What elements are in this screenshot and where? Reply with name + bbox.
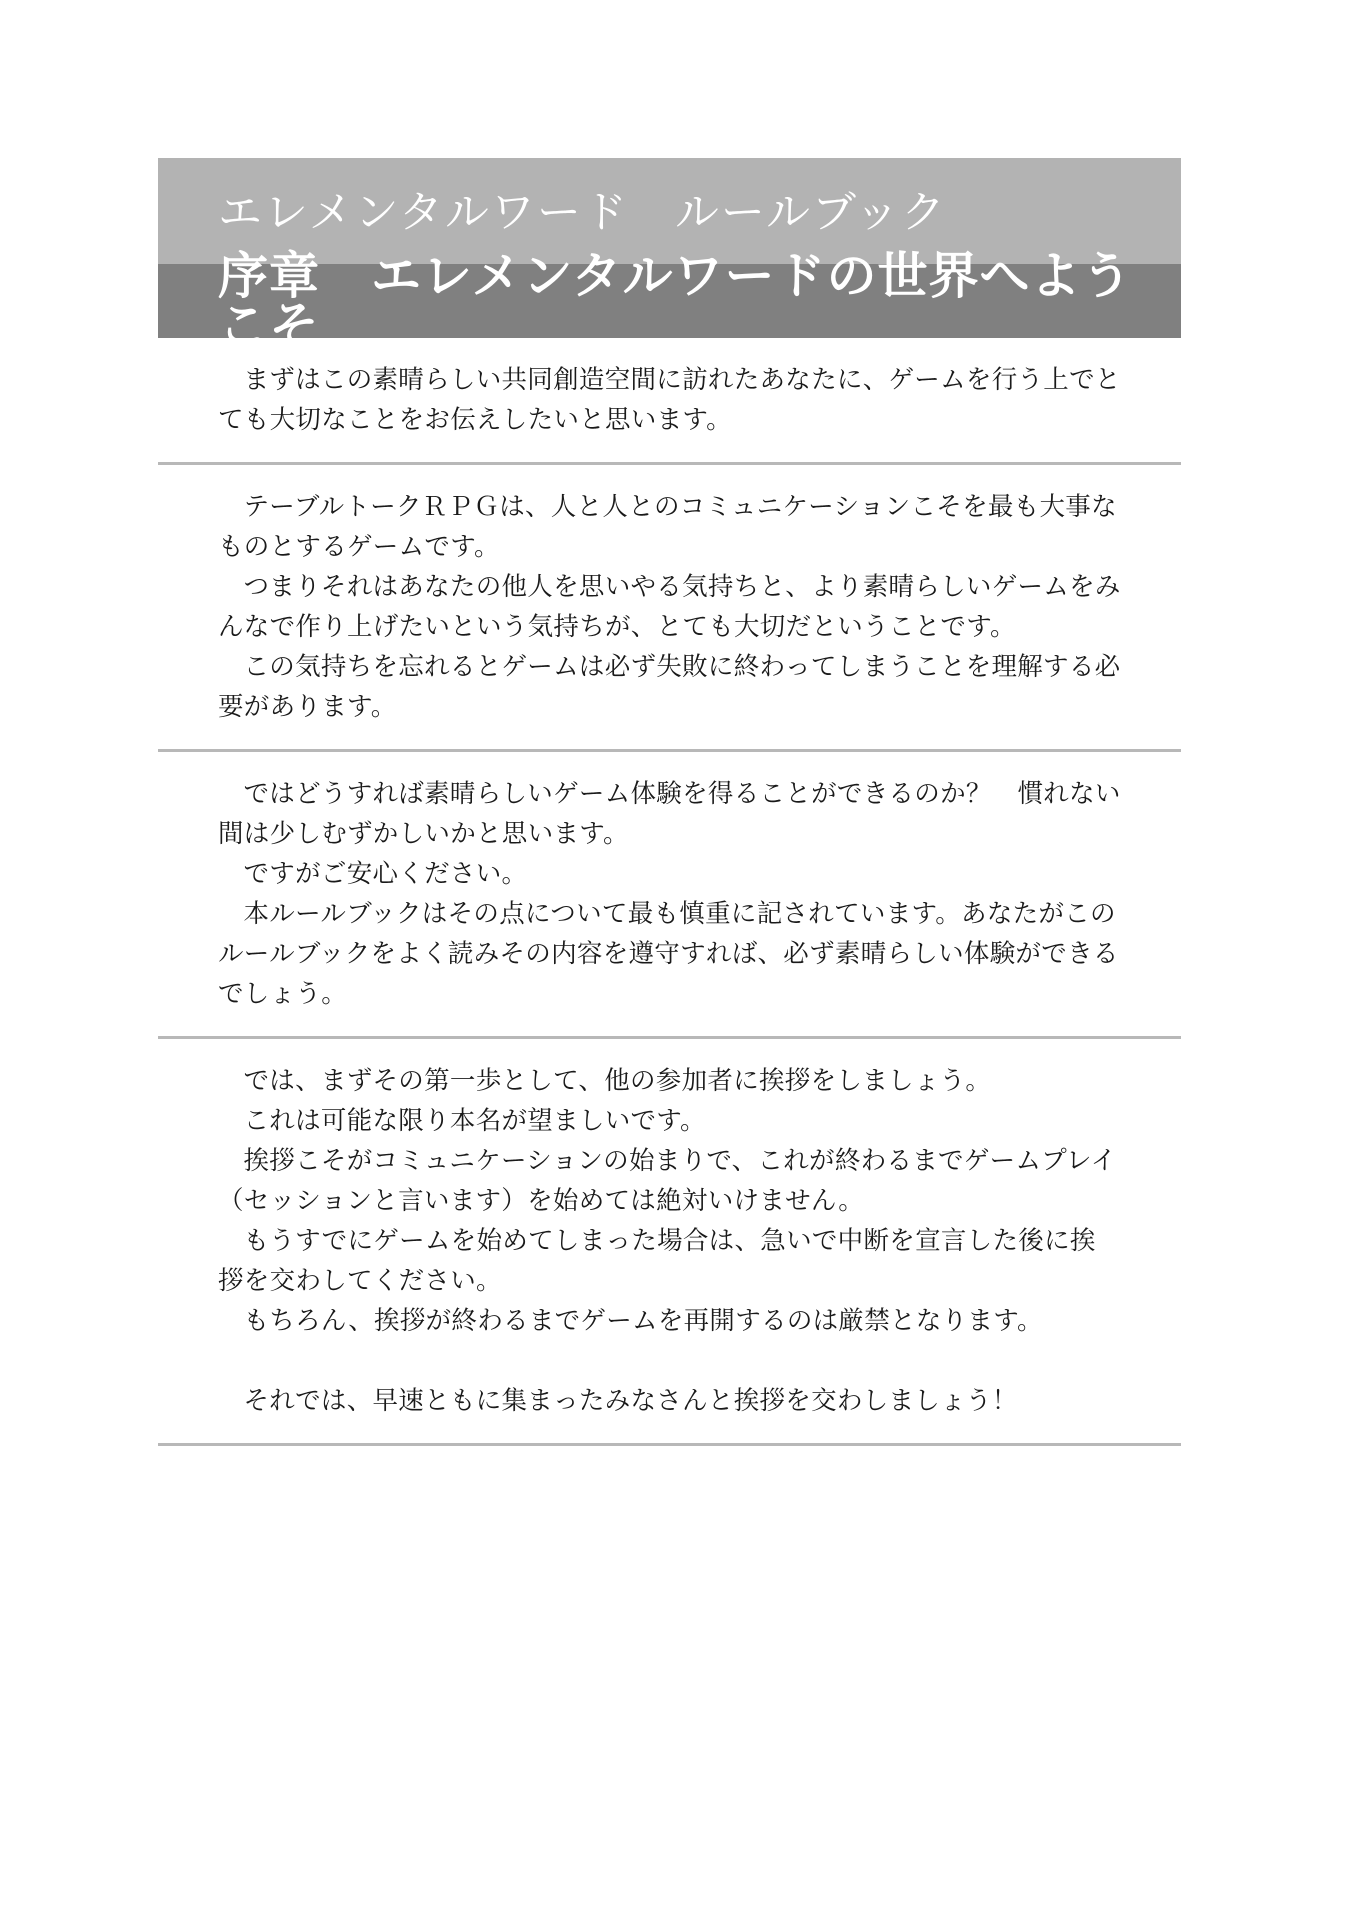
blank-line	[218, 1341, 1121, 1381]
paragraph: では、まずその第一歩として、他の参加者に挨拶をしましょう。	[243, 1066, 992, 1096]
section-intro	[158, 338, 1181, 465]
paragraph: これは可能な限り本名が望ましいです。	[243, 1106, 706, 1136]
paragraph: 挨拶こそがコミュニケーションの始まりで、これが終わるまでゲームプレイ（セッションと言います）を始めては絶対いけません。	[218, 1146, 1117, 1216]
book-title: エレメンタルワード ルールブック	[218, 187, 947, 238]
paragraph: まずはこの素晴らしい共同創造空間に訪れたあなたに、ゲームを行う上でとても大切なことをお伝えしたいと思います。	[218, 365, 1121, 435]
paragraph: テーブルトークＲＰＧは、人と人とのコミュニケーションこそを最も大事なものとするゲームです。	[218, 492, 1117, 562]
paragraph: この気持ちを忘れるとゲームは必ず失敗に終わってしまうことを理解する必要があります。	[218, 652, 1121, 722]
section-communication	[158, 465, 1181, 752]
paragraph: それでは、早速ともに集まったみなさんと挨拶を交わしましょう！	[243, 1386, 1018, 1416]
paragraph: ですがご安心ください。	[243, 859, 528, 889]
chapter-title: 序章 エレメンタルワードの世界へようこそ	[218, 247, 1133, 355]
rulebook-page	[158, 158, 1181, 1446]
paragraph: 本ルールブックはその点について最も慎重に記されています。あなたがこのルールブックをよく読みその内容を遵守すれば、必ず素晴らしい体験ができるでしょう。	[218, 899, 1119, 1009]
section-greeting	[158, 1039, 1181, 1446]
paragraph: ではどうすれば素晴らしいゲーム体験を得ることができるのか？ 慣れない間は少しむずかしいかと思います。	[218, 779, 1121, 849]
chapter-title-bar	[158, 247, 1181, 355]
section-experience	[158, 752, 1181, 1039]
paragraph: もちろん、挨拶が終わるまでゲームを再開するのは厳禁となります。	[243, 1306, 1043, 1336]
paragraph: つまりそれはあなたの他人を思いやる気持ちと、より素晴らしいゲームをみんなで作り上げたいという気持ちが、とても大切だということです。	[218, 572, 1121, 642]
paragraph: もうすでにゲームを始めてしまった場合は、急いで中断を宣言した後に挨拶を交わしてください。	[218, 1226, 1096, 1296]
